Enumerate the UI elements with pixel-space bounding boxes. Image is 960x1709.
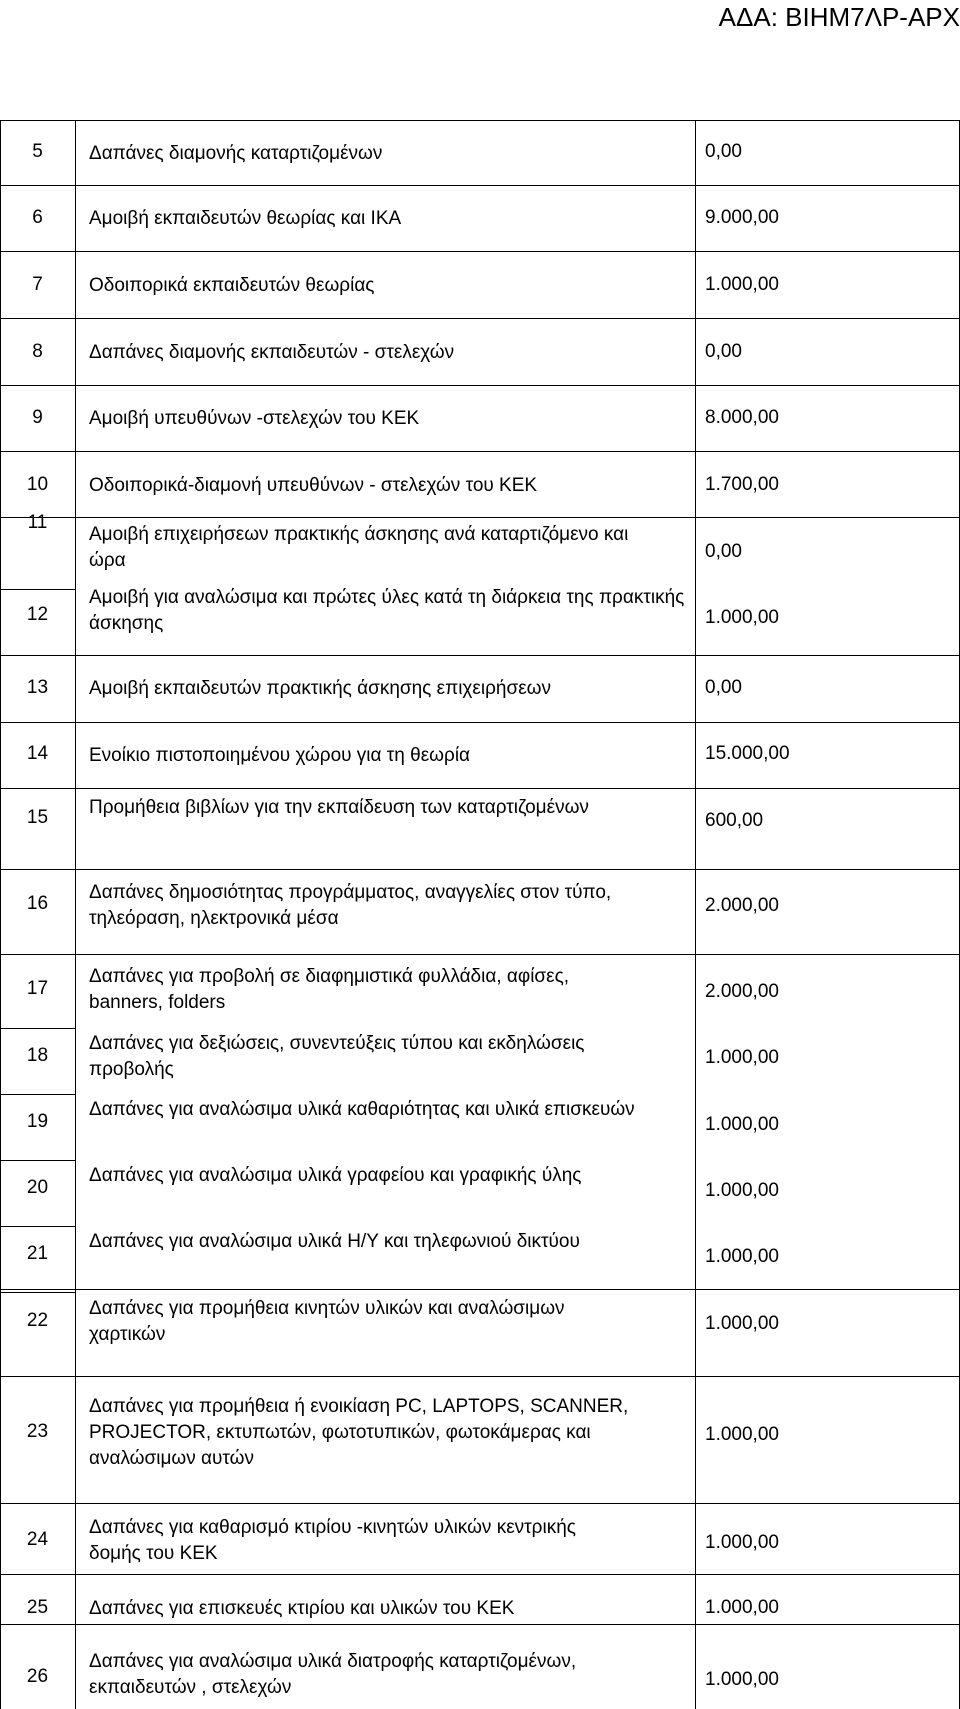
table-row-divider xyxy=(0,1574,960,1575)
row-description: Δαπάνες για αναλώσιμα υλικά γραφείου και γραφικής ύλης xyxy=(89,1165,582,1186)
row-amount: 600,00 xyxy=(705,810,764,831)
row-number: 16 xyxy=(26,893,49,914)
row-description: Αμοιβή υπευθύνων -στελεχών του ΚΕΚ xyxy=(89,408,420,429)
row-description: Αμοιβή για αναλώσιμα και πρώτες ύλες κατά τη διάρκεια της πρακτικής άσκησης xyxy=(89,587,685,634)
table-row-divider xyxy=(0,1094,75,1095)
table-row-divider xyxy=(0,318,960,319)
row-number: 26 xyxy=(26,1666,49,1687)
row-number: 9 xyxy=(32,407,43,428)
row-number: 23 xyxy=(26,1421,49,1442)
row-description: Δαπάνες διαμονής καταρτιζομένων xyxy=(89,143,383,164)
row-number: 6 xyxy=(32,207,43,228)
row-number: 5 xyxy=(32,141,43,162)
table-row-divider xyxy=(0,1028,75,1029)
row-description: Οδοιπορικά εκπαιδευτών θεωρίας xyxy=(89,275,375,296)
table-row-divider xyxy=(0,385,960,386)
row-number: 8 xyxy=(32,341,43,362)
row-amount: 2.000,00 xyxy=(705,981,779,1002)
row-amount: 1.000,00 xyxy=(705,1532,779,1553)
row-description: Προμήθεια βιβλίων για την εκπαίδευση των καταρτιζομένων xyxy=(89,797,589,818)
row-number: 10 xyxy=(26,474,49,495)
table-row-divider xyxy=(0,1292,75,1293)
row-description: Δαπάνες διαμονής εκπαιδευτών - στελεχών xyxy=(89,342,455,363)
row-number: 25 xyxy=(26,1597,49,1618)
row-number: 18 xyxy=(26,1045,49,1066)
table-row-divider xyxy=(0,251,960,252)
row-description: Ενοίκιο πιστοποιημένου χώρου για τη θεωρία xyxy=(89,745,471,766)
row-amount: 1.000,00 xyxy=(705,1424,779,1445)
row-description: Δαπάνες για καθαρισμό κτιρίου -κινητών υλικών κεντρικής δομής του ΚΕΚ xyxy=(89,1517,576,1564)
row-number: 13 xyxy=(26,677,49,698)
table-row-divider xyxy=(0,589,75,590)
row-description: Οδοιπορικά-διαμονή υπευθύνων - στελεχών του ΚΕΚ xyxy=(89,475,538,496)
table-vertical-line xyxy=(695,120,696,1709)
row-description: Δαπάνες για αναλώσιμα υλικά Η/Υ και τηλεφωνιού δικτύου xyxy=(89,1231,580,1252)
row-amount: 1.000,00 xyxy=(705,1597,779,1618)
row-number: 19 xyxy=(26,1111,49,1132)
row-number: 17 xyxy=(26,978,49,999)
row-amount: 0,00 xyxy=(705,341,742,362)
row-number: 11 xyxy=(27,512,48,533)
row-description: Δαπάνες για αναλώσιμα υλικά διατροφής καταρτιζομένων, εκπαιδευτών , στελεχών xyxy=(89,1651,577,1698)
row-amount: 1.000,00 xyxy=(705,274,779,295)
row-amount: 1.700,00 xyxy=(705,474,779,495)
table-row-divider xyxy=(0,1160,75,1161)
row-amount: 1.000,00 xyxy=(705,1246,779,1267)
row-amount: 1.000,00 xyxy=(705,607,779,628)
row-description: Αμοιβή επιχειρήσεων πρακτικής άσκησης ανά καταρτιζόμενο και ώρα xyxy=(89,524,629,571)
row-amount: 1.000,00 xyxy=(705,1180,779,1201)
table-row-divider xyxy=(0,120,960,121)
table-row-divider xyxy=(0,954,960,955)
table-row-divider xyxy=(0,655,960,656)
row-amount: 2.000,00 xyxy=(705,895,779,916)
row-amount: 15.000,00 xyxy=(705,743,790,764)
row-number: 21 xyxy=(26,1243,49,1264)
row-amount: 1.000,00 xyxy=(705,1114,779,1135)
row-number: 14 xyxy=(26,743,49,764)
table-vertical-line xyxy=(75,120,76,1709)
row-number: 7 xyxy=(32,274,43,295)
row-amount: 9.000,00 xyxy=(705,207,779,228)
table-row-divider xyxy=(0,1503,960,1504)
row-description: Δαπάνες για δεξιώσεις, συνεντεύξεις τύπου και εκδηλώσεις προβολής xyxy=(89,1033,585,1080)
row-number: 15 xyxy=(26,807,49,828)
row-description: Αμοιβή εκπαιδευτών θεωρίας και ΙΚΑ xyxy=(89,208,402,229)
table-row-divider xyxy=(0,185,960,186)
row-number: 20 xyxy=(26,1177,49,1198)
row-amount: 8.000,00 xyxy=(705,407,779,428)
row-description: Αμοιβή εκπαιδευτών πρακτικής άσκησης επιχειρήσεων xyxy=(89,678,551,699)
table-row-divider xyxy=(0,722,960,723)
table-row-divider xyxy=(0,451,960,452)
row-amount: 0,00 xyxy=(705,677,742,698)
table-row-divider xyxy=(0,1376,960,1377)
table-row-divider xyxy=(0,788,960,789)
row-amount: 0,00 xyxy=(705,541,742,562)
row-number: 24 xyxy=(26,1529,49,1550)
row-number: 12 xyxy=(26,604,49,625)
row-description: Δαπάνες για προμήθεια ή ενοικίαση PC, LAPTOPS, SCANNER, PROJECTOR, εκτυπωτών, φωτοτυπικών, φωτοκάμερας και αναλώσιμων αυτών xyxy=(89,1396,629,1469)
row-amount: 1.000,00 xyxy=(705,1313,779,1334)
row-description: Δαπάνες για επισκευές κτιρίου και υλικών του ΚΕΚ xyxy=(89,1598,515,1619)
table-row-divider xyxy=(0,1624,960,1625)
row-amount: 1.000,00 xyxy=(705,1047,779,1068)
table-row-divider xyxy=(0,869,960,870)
row-amount: 0,00 xyxy=(705,141,742,162)
ada-code: ΑΔΑ: ΒΙΗΜ7ΛΡ-ΑΡΧ xyxy=(718,2,960,32)
row-number: 22 xyxy=(26,1310,49,1331)
row-description: Δαπάνες για προμήθεια κινητών υλικών και αναλώσιμων χαρτικών xyxy=(89,1298,565,1345)
row-description: Δαπάνες για προβολή σε διαφημιστικά φυλλάδια, αφίσες, banners, folders xyxy=(89,966,570,1013)
table-row-divider xyxy=(0,1226,75,1227)
row-description: Δαπάνες δημοσιότητας προγράμματος, αναγγελίες στον τύπο, τηλεόραση, ηλεκτρονικά μέσα xyxy=(89,882,612,929)
table-row-divider xyxy=(0,1289,960,1290)
row-description: Δαπάνες για αναλώσιμα υλικά καθαριότητας και υλικά επισκευών xyxy=(89,1099,635,1120)
table-row-divider xyxy=(0,517,960,518)
row-amount: 1.000,00 xyxy=(705,1669,779,1690)
